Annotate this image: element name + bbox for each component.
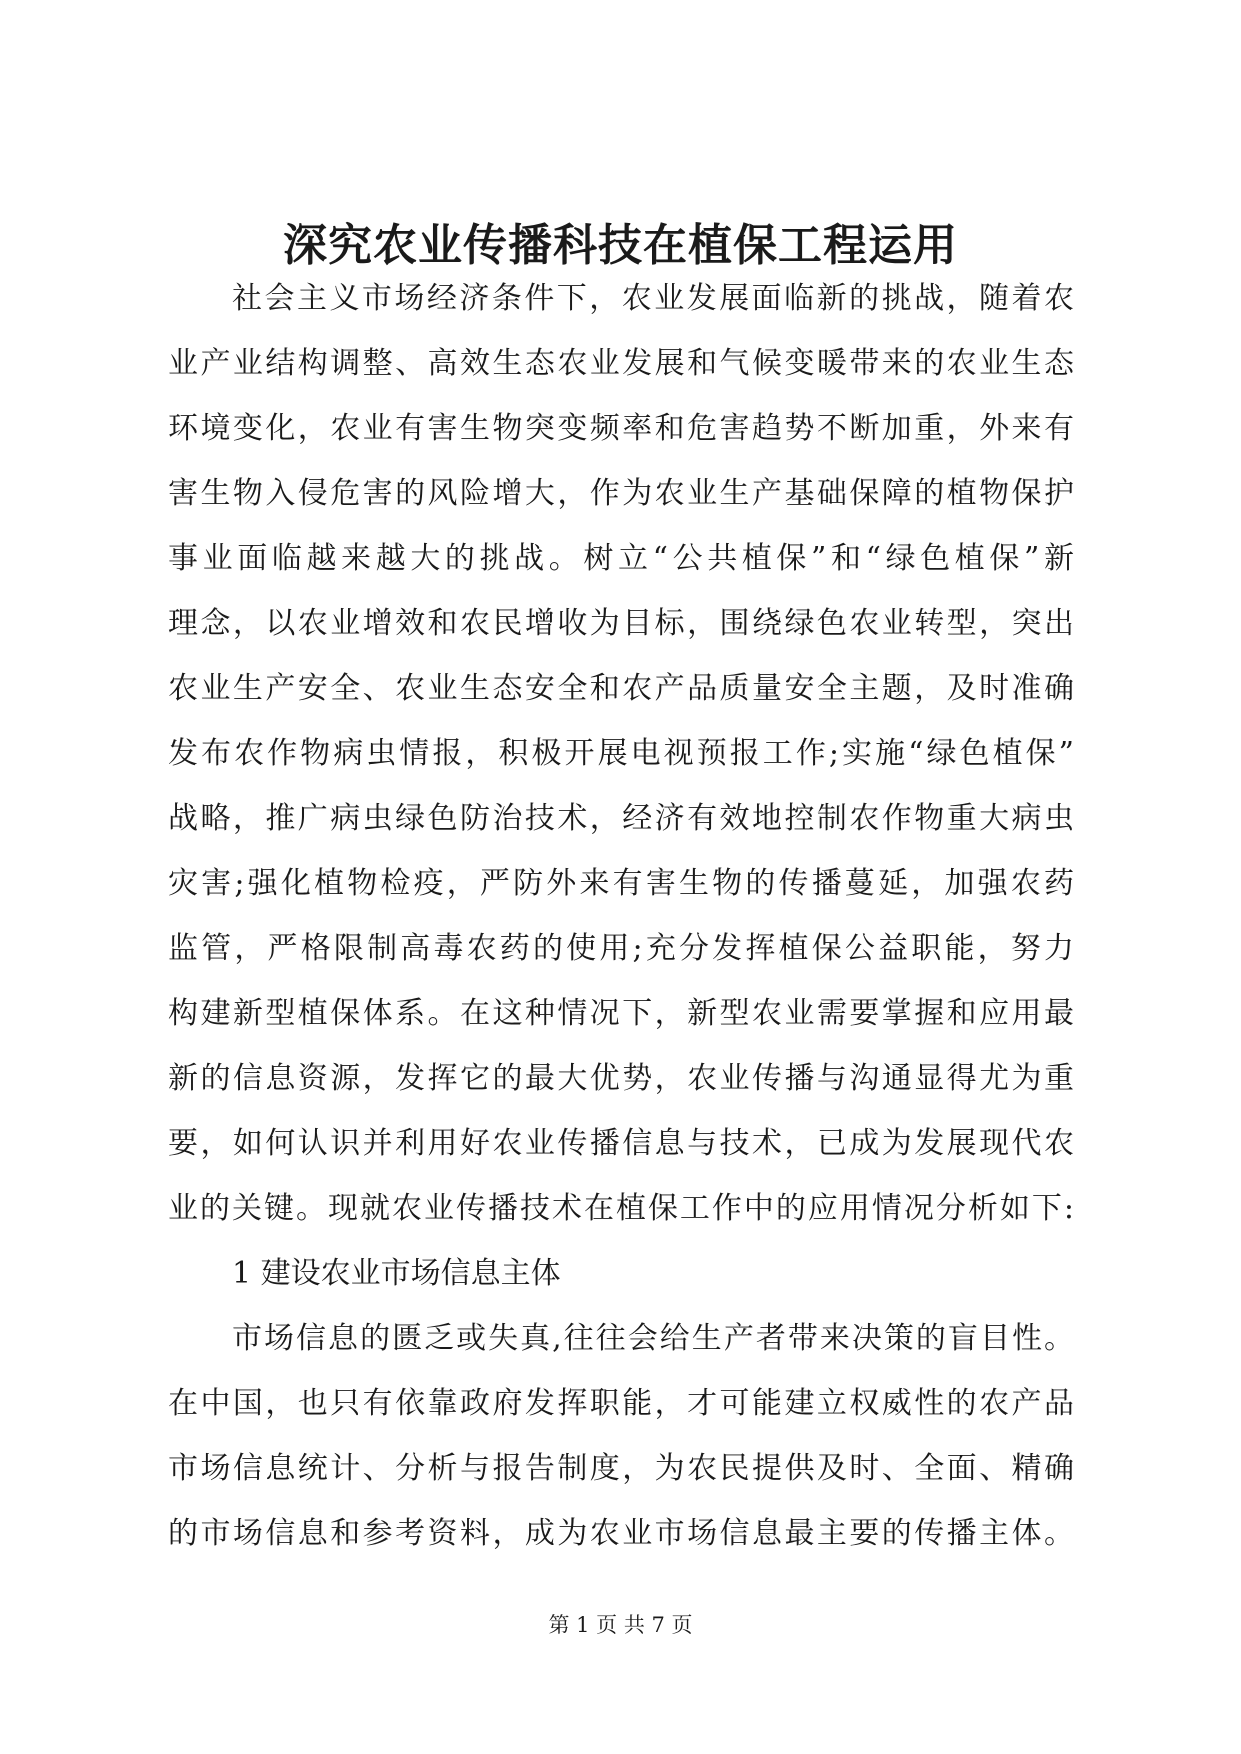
text-line: 农业生产安全、农业生态安全和农产品质量安全主题，及时准确 xyxy=(168,671,1074,706)
text-line: 社会主义市场经济条件下，农业发展面临新的挑战，随着农 xyxy=(232,281,1074,316)
text-line: 的市场信息和参考资料，成为农业市场信息最主要的传播主体。 xyxy=(168,1516,1074,1551)
text-line: 发布农作物病虫情报，积极开展电视预报工作;实施“绿色植保” xyxy=(168,736,1074,771)
text-line: 新的信息资源，发挥它的最大优势，农业传播与沟通显得尤为重 xyxy=(168,1061,1074,1096)
page-footer: 第 1 页 共 7 页 xyxy=(548,1613,693,1637)
text-line: 构建新型植保体系。在这种情况下，新型农业需要掌握和应用最 xyxy=(168,996,1074,1031)
text-line: 战略，推广病虫绿色防治技术，经济有效地控制农作物重大病虫 xyxy=(168,801,1074,836)
text-line: 事业面临越来越大的挑战。树立“公共植保”和“绿色植保”新 xyxy=(168,541,1074,576)
text-line: 在中国，也只有依靠政府发挥职能，才可能建立权威性的农产品 xyxy=(168,1386,1074,1421)
document-title: 深究农业传播科技在植保工程运用 xyxy=(283,220,958,271)
text-line: 业产业结构调整、高效生态农业发展和气候变暖带来的农业生态 xyxy=(168,346,1074,381)
text-line: 市场信息的匮乏或失真,往往会给生产者带来决策的盲目性。 xyxy=(232,1321,1074,1356)
text-line: 害生物入侵危害的风险增大，作为农业生产基础保障的植物保护 xyxy=(168,476,1074,511)
paragraph-intro xyxy=(168,266,1074,1566)
section-heading: 1 建设农业市场信息主体 xyxy=(232,1256,561,1291)
text-line: 理念，以农业增效和农民增收为目标，围绕绿色农业转型，突出 xyxy=(168,606,1074,641)
text-line: 灾害;强化植物检疫，严防外来有害生物的传播蔓延，加强农药 xyxy=(168,866,1074,901)
text-line: 业的关键。现就农业传播技术在植保工作中的应用情况分析如下: xyxy=(168,1191,1074,1226)
text-line: 市场信息统计、分析与报告制度，为农民提供及时、全面、精确 xyxy=(168,1451,1074,1486)
text-line: 要，如何认识并利用好农业传播信息与技术，已成为发展现代农 xyxy=(168,1126,1074,1161)
text-line: 监管，严格限制高毒农药的使用;充分发挥植保公益职能，努力 xyxy=(168,931,1074,966)
text-line: 环境变化，农业有害生物突变频率和危害趋势不断加重，外来有 xyxy=(168,411,1074,446)
